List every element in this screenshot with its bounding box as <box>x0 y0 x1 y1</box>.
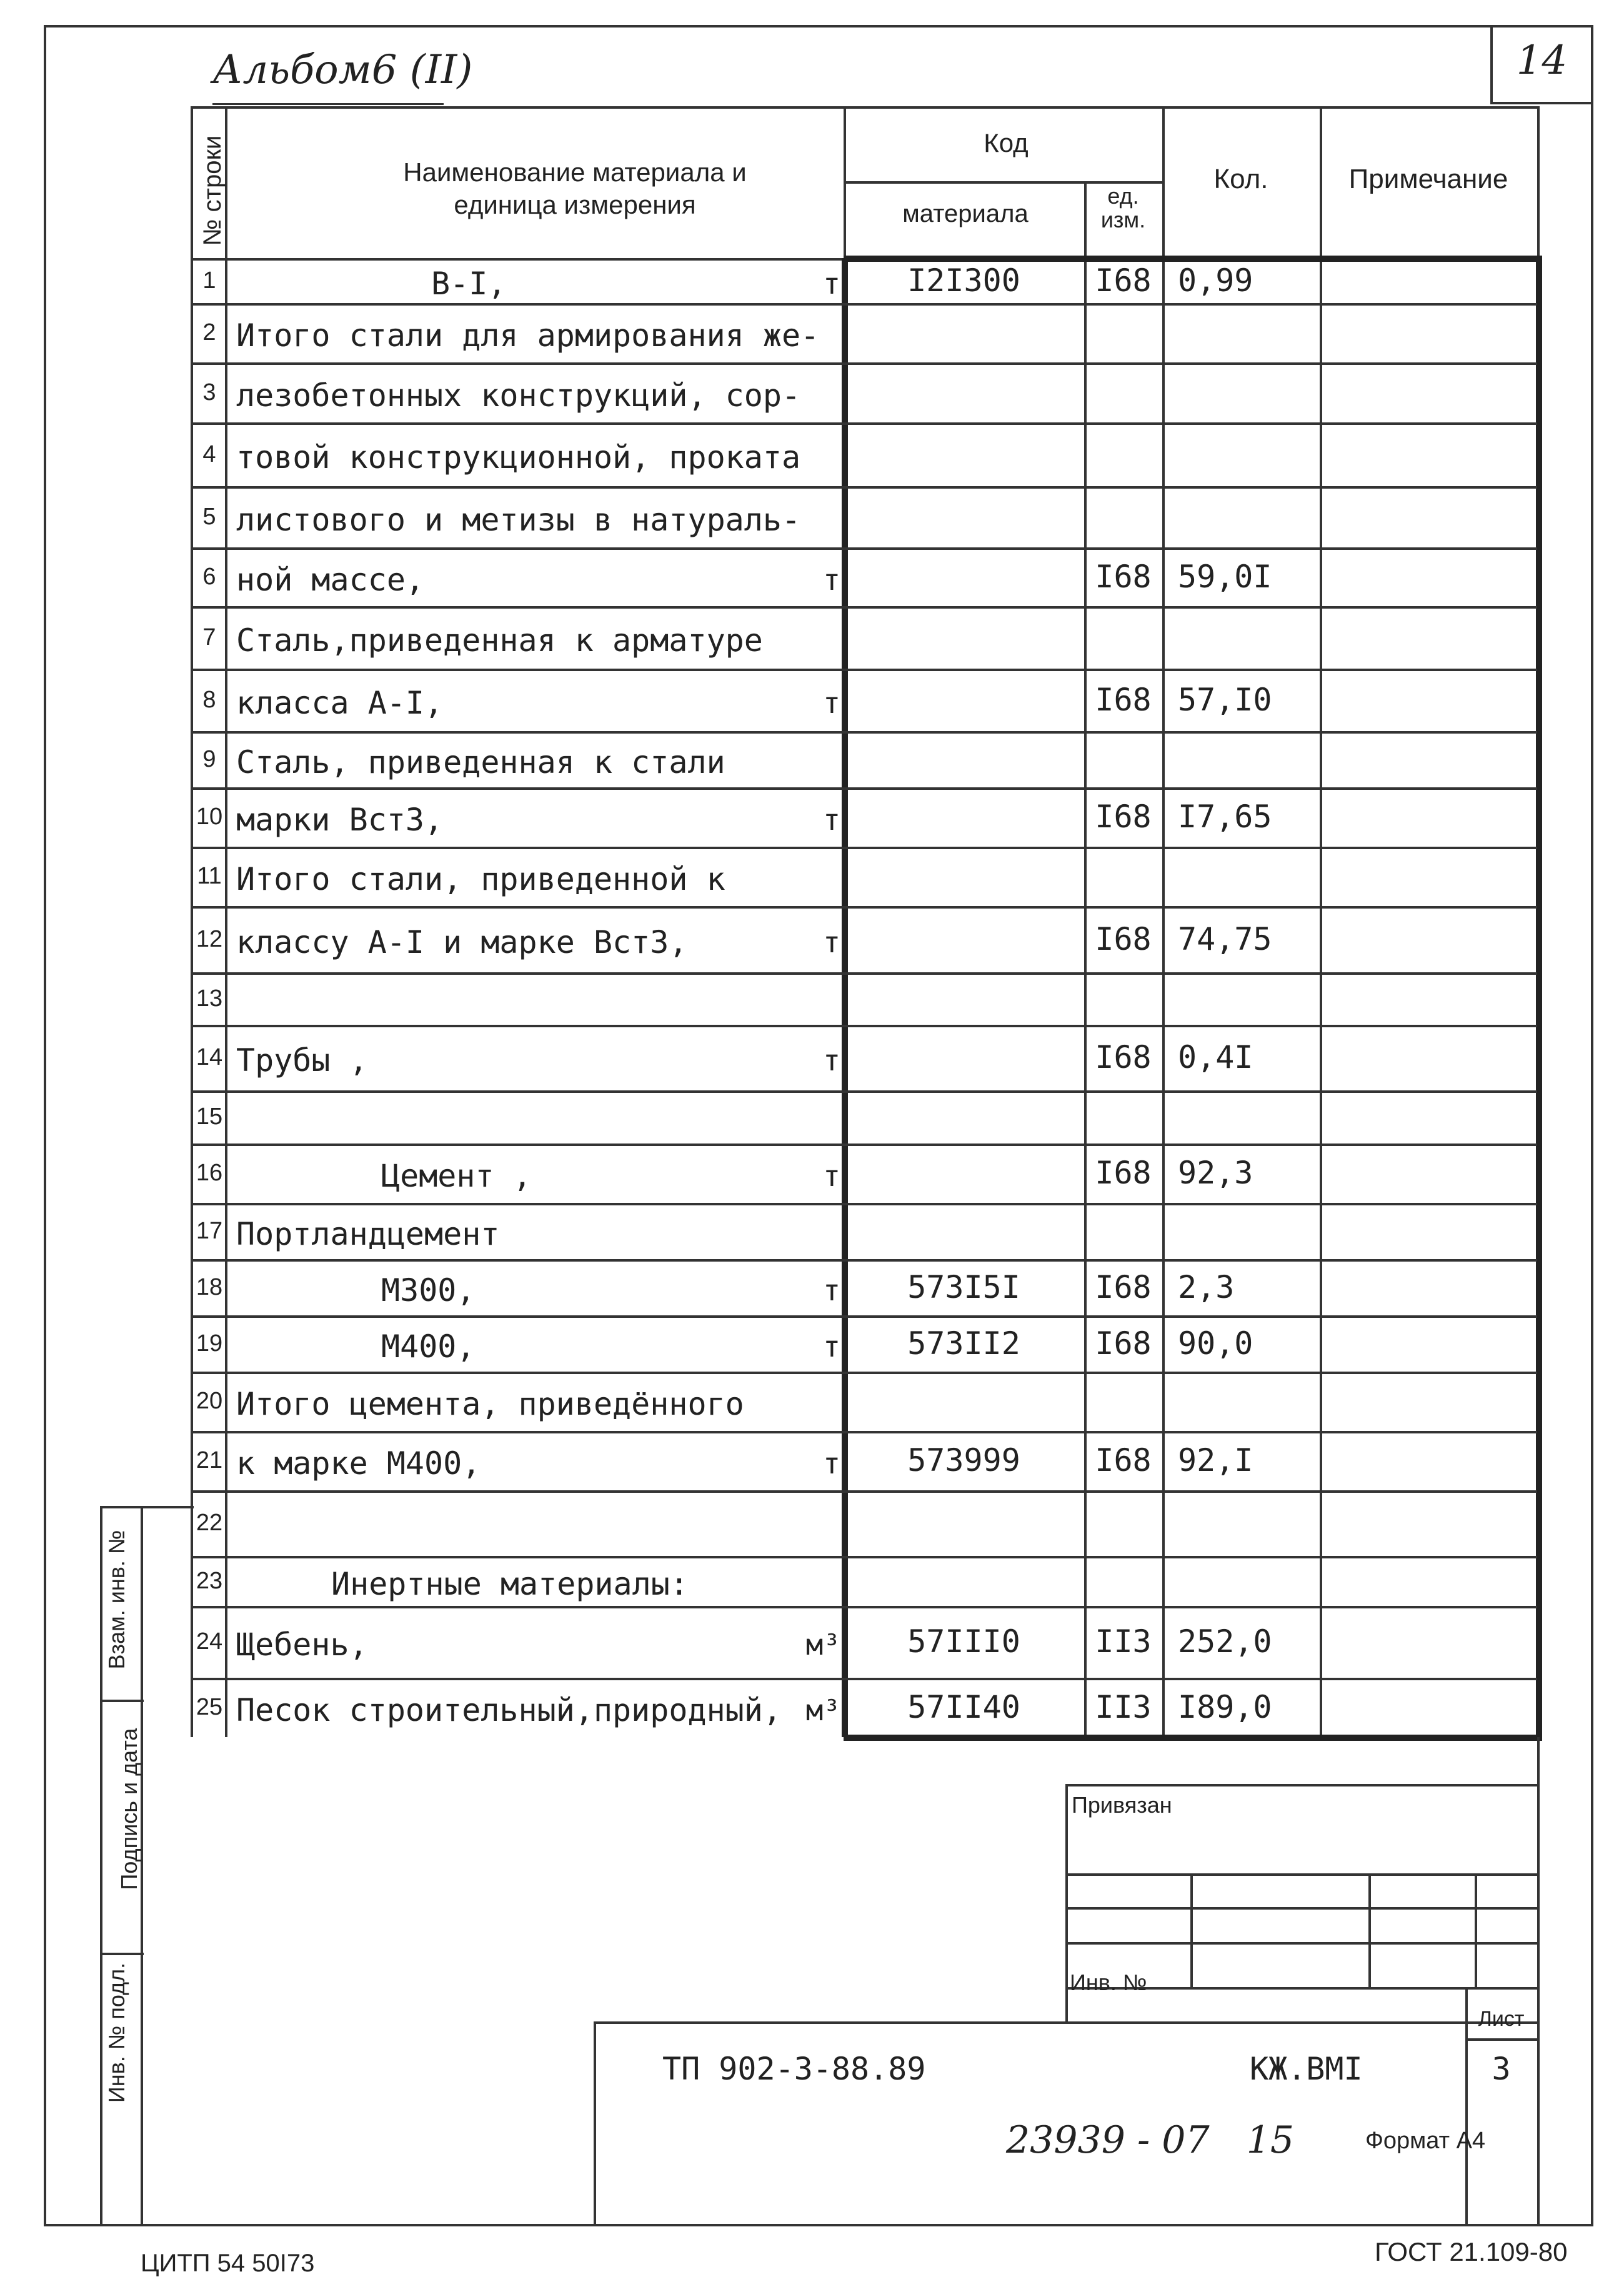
document-code: КЖ.ВМI <box>1250 2051 1363 2087</box>
title-block-top <box>594 2021 1537 2024</box>
album-word: Альбом <box>212 47 372 93</box>
unit-code-header-line1: ед. <box>1107 183 1139 209</box>
row-number: 18 <box>196 1274 223 1300</box>
format-word: Формат <box>1365 2128 1450 2154</box>
row-unit-code <box>1084 1490 1162 1556</box>
row-material-code <box>844 669 1084 731</box>
stamp-podpis-data: Подпись и дата <box>116 1728 142 1890</box>
row-unit-code: II3 <box>1095 1623 1152 1660</box>
row-unit-code <box>1084 422 1162 486</box>
row-material-code <box>844 731 1084 787</box>
row-unit <box>784 972 840 1025</box>
attach-col-2 <box>1368 1873 1371 1987</box>
row-name: М400, <box>381 1328 476 1365</box>
row-name: Сталь, приведенная к стали <box>236 744 725 780</box>
row-material-code: 57II40 <box>907 1689 1020 1725</box>
album-label <box>212 47 472 93</box>
row-quantity: 0,99 <box>1178 262 1253 299</box>
row-number: 16 <box>196 1160 223 1186</box>
row-unit-code <box>1084 606 1162 669</box>
row-name: Итого стали для армирования же- <box>236 317 820 354</box>
attach-block-left <box>1065 1784 1068 2021</box>
row-material-code <box>844 1203 1084 1259</box>
row-quantity: 0,4I <box>1178 1039 1253 1075</box>
row-unit-code: I68 <box>1095 682 1152 718</box>
row-unit-code: I68 <box>1095 1442 1152 1478</box>
stamp-split-1 <box>100 1700 144 1702</box>
row-name: М300, <box>381 1272 476 1308</box>
row-unit: т <box>823 686 840 720</box>
row-unit-code: I68 <box>1095 262 1152 299</box>
name-header-line1: Наименование материала и <box>403 157 747 187</box>
row-unit-code <box>1084 1090 1162 1144</box>
row-number: 2 <box>202 319 216 346</box>
privyazan-label: Привязан <box>1072 1792 1172 1818</box>
gost-reference: ГОСТ 21.109-80 <box>1375 2237 1568 2266</box>
row-number: 23 <box>196 1568 223 1594</box>
row-material-code <box>844 362 1084 422</box>
row-unit-code: I68 <box>1095 799 1152 835</box>
row-quantity: I89,0 <box>1178 1689 1272 1725</box>
row-material-code <box>844 606 1084 669</box>
row-number: 3 <box>202 379 216 406</box>
qty-header: Кол. <box>1213 164 1268 194</box>
row-name: марки Вст3, <box>236 802 444 838</box>
name-header-line2: единица измерения <box>454 190 696 219</box>
row-name: ной массе, <box>236 562 425 598</box>
row-name: Песок строительный,природный, <box>236 1692 782 1728</box>
row-number: 12 <box>196 926 223 952</box>
stamp-vzam-inv: Взам. инв. № <box>104 1530 129 1670</box>
row-material-code <box>844 303 1084 362</box>
row-unit: т <box>823 1447 840 1480</box>
row-number: 13 <box>196 985 223 1012</box>
sheet-box-divider <box>1465 2038 1537 2041</box>
inv-no-label: Инв. № <box>1070 1970 1147 1995</box>
row-number: 1 <box>202 267 216 294</box>
row-quantity: 90,0 <box>1178 1325 1253 1362</box>
row-unit: м³ <box>805 1693 840 1727</box>
row-name: классу А-I и марке Вст3, <box>236 924 688 960</box>
row-name: Щебень, <box>236 1627 368 1663</box>
row-unit <box>784 847 840 906</box>
attach-line-2 <box>1065 1907 1537 1910</box>
row-unit: т <box>823 1273 840 1307</box>
row-unit-code: I68 <box>1095 1039 1152 1075</box>
row-material-code <box>844 1025 1084 1090</box>
row-number: 21 <box>196 1447 223 1473</box>
row-name: Цемент , <box>381 1158 532 1194</box>
attach-block-top <box>1065 1784 1537 1786</box>
row-material-code <box>844 1372 1084 1431</box>
row-unit <box>784 1203 840 1259</box>
row-number: 10 <box>196 804 223 830</box>
handwritten-registration-number <box>1006 2118 1294 2162</box>
row-material-code <box>844 1490 1084 1556</box>
stamp-inv-podl: Инв. № подл. <box>104 1962 129 2103</box>
row-quantity: 2,3 <box>1178 1269 1235 1305</box>
row-name: товой конструкционной, проката <box>236 439 801 476</box>
row-unit <box>784 606 840 669</box>
row-unit-code <box>1084 972 1162 1025</box>
corner-box-bottom <box>1490 102 1593 104</box>
row-number: 9 <box>202 746 216 772</box>
handwritten-number: 23939 - 07 <box>1006 2118 1210 2162</box>
row-material-code <box>844 906 1084 972</box>
row-unit-code: I68 <box>1095 1155 1152 1191</box>
row-unit-code <box>1084 1556 1162 1606</box>
row-unit-code <box>1084 1203 1162 1259</box>
row-quantity: 59,0I <box>1178 559 1272 595</box>
row-unit <box>784 731 840 787</box>
row-quantity: 57,I0 <box>1178 682 1272 718</box>
row-material-code: 573II2 <box>907 1325 1020 1362</box>
row-material-code: I2I300 <box>907 262 1020 299</box>
format-label <box>1365 2128 1485 2155</box>
row-material-code <box>844 1556 1084 1606</box>
row-name: Итого цемента, приведённого <box>236 1386 744 1422</box>
row-number: 6 <box>202 564 216 590</box>
row-material-code <box>844 972 1084 1025</box>
document-number: ТП 902-3-88.89 <box>662 2051 926 2087</box>
row-quantity: I7,65 <box>1178 799 1272 835</box>
row-name: класса А-I, <box>236 685 444 721</box>
sheet-number: 3 <box>1492 2051 1511 2087</box>
row-unit <box>784 486 840 547</box>
row-number: 7 <box>202 624 216 650</box>
row-material-code: 57III0 <box>907 1623 1020 1660</box>
handwritten-page: 15 <box>1246 2118 1295 2162</box>
album-underline <box>212 103 444 105</box>
row-unit: т <box>823 1159 840 1193</box>
row-name: Инертные материалы: <box>331 1566 689 1602</box>
attach-line-1 <box>1065 1873 1537 1876</box>
row-number: 25 <box>196 1694 223 1720</box>
row-number: 4 <box>202 441 216 467</box>
row-unit-code: I68 <box>1095 921 1152 957</box>
row-quantity: 92,3 <box>1178 1155 1253 1191</box>
row-unit <box>784 1372 840 1431</box>
row-number: 19 <box>196 1330 223 1357</box>
row-unit-code <box>1084 362 1162 422</box>
code-header: Код <box>984 128 1029 157</box>
title-block-right <box>1537 1737 1540 2226</box>
row-unit: т <box>823 803 840 837</box>
row-unit <box>784 1556 840 1606</box>
note-header: Примечание <box>1348 164 1508 194</box>
row-unit <box>784 1490 840 1556</box>
row-unit <box>784 362 840 422</box>
attach-line-3 <box>1065 1942 1537 1945</box>
row-number: 15 <box>196 1104 223 1130</box>
row-number: 20 <box>196 1388 223 1414</box>
row-number: 11 <box>197 863 222 889</box>
row-material-code <box>844 1090 1084 1144</box>
row-unit: т <box>823 267 840 301</box>
row-name: Сталь,приведенная к арматуре <box>236 622 763 659</box>
row-unit <box>784 303 840 362</box>
unit-code-header <box>1084 184 1162 232</box>
row-material-code <box>844 1144 1084 1203</box>
row-name: Итого стали, приведенной к <box>236 861 725 897</box>
row-unit-code <box>1084 731 1162 787</box>
row-number: 17 <box>196 1218 223 1244</box>
row-number: 8 <box>202 687 216 713</box>
bold-frame-right <box>1536 258 1542 1737</box>
row-unit-code: I68 <box>1095 559 1152 595</box>
name-header <box>262 156 887 221</box>
row-material-code <box>844 787 1084 847</box>
printer-code: ЦИТП 54 50I73 <box>141 2250 315 2277</box>
row-unit: м³ <box>805 1628 840 1662</box>
sheet-corner-number: 14 <box>1516 37 1568 84</box>
album-number: 6 <box>371 47 397 93</box>
row-material-code <box>844 486 1084 547</box>
row-name: Портландцемент <box>236 1216 500 1252</box>
row-unit: т <box>823 1330 840 1363</box>
table-top-line <box>191 106 1537 109</box>
row-unit-code: I68 <box>1095 1325 1152 1362</box>
row-unit-code <box>1084 486 1162 547</box>
material-code-header: материала <box>902 200 1029 227</box>
list-label: Лист <box>1478 2007 1525 2031</box>
row-unit-code <box>1084 1372 1162 1431</box>
row-unit: т <box>823 925 840 959</box>
row-material-code: 573I5I <box>907 1269 1020 1305</box>
title-block-left <box>594 2021 596 2226</box>
row-number: 22 <box>196 1510 223 1536</box>
row-unit-code <box>1084 847 1162 906</box>
row-name: В-I, <box>431 266 507 302</box>
row-material-code <box>844 847 1084 906</box>
row-quantity: 92,I <box>1178 1442 1253 1478</box>
row-unit <box>784 1090 840 1144</box>
row-number: 14 <box>196 1044 223 1070</box>
row-name: листового и метизы в натураль- <box>236 502 801 538</box>
attach-col-1 <box>1190 1873 1193 1987</box>
row-unit-code: I68 <box>1095 1269 1152 1305</box>
row-quantity: 74,75 <box>1178 921 1272 957</box>
row-number-header: № строки <box>199 135 226 246</box>
format-value: А4 <box>1456 2128 1486 2154</box>
row-unit-code <box>1084 303 1162 362</box>
row-unit <box>784 422 840 486</box>
row-unit: т <box>823 1044 840 1077</box>
row-unit-code: II3 <box>1095 1689 1152 1725</box>
row-material-code: 573999 <box>907 1442 1020 1478</box>
row-quantity: 252,0 <box>1178 1623 1272 1660</box>
unit-code-header-line2: изм. <box>1100 207 1146 232</box>
row-material-code <box>844 547 1084 606</box>
album-part: (II) <box>409 47 473 93</box>
row-name: лезобетонных конструкций, сор- <box>236 377 801 414</box>
row-name: Трубы , <box>236 1042 368 1079</box>
row-material-code <box>844 422 1084 486</box>
row-number: 5 <box>202 504 216 530</box>
row-unit: т <box>823 563 840 597</box>
row-name: к марке М400, <box>236 1445 481 1482</box>
attach-col-3 <box>1475 1873 1477 1987</box>
row-number: 24 <box>196 1628 223 1655</box>
